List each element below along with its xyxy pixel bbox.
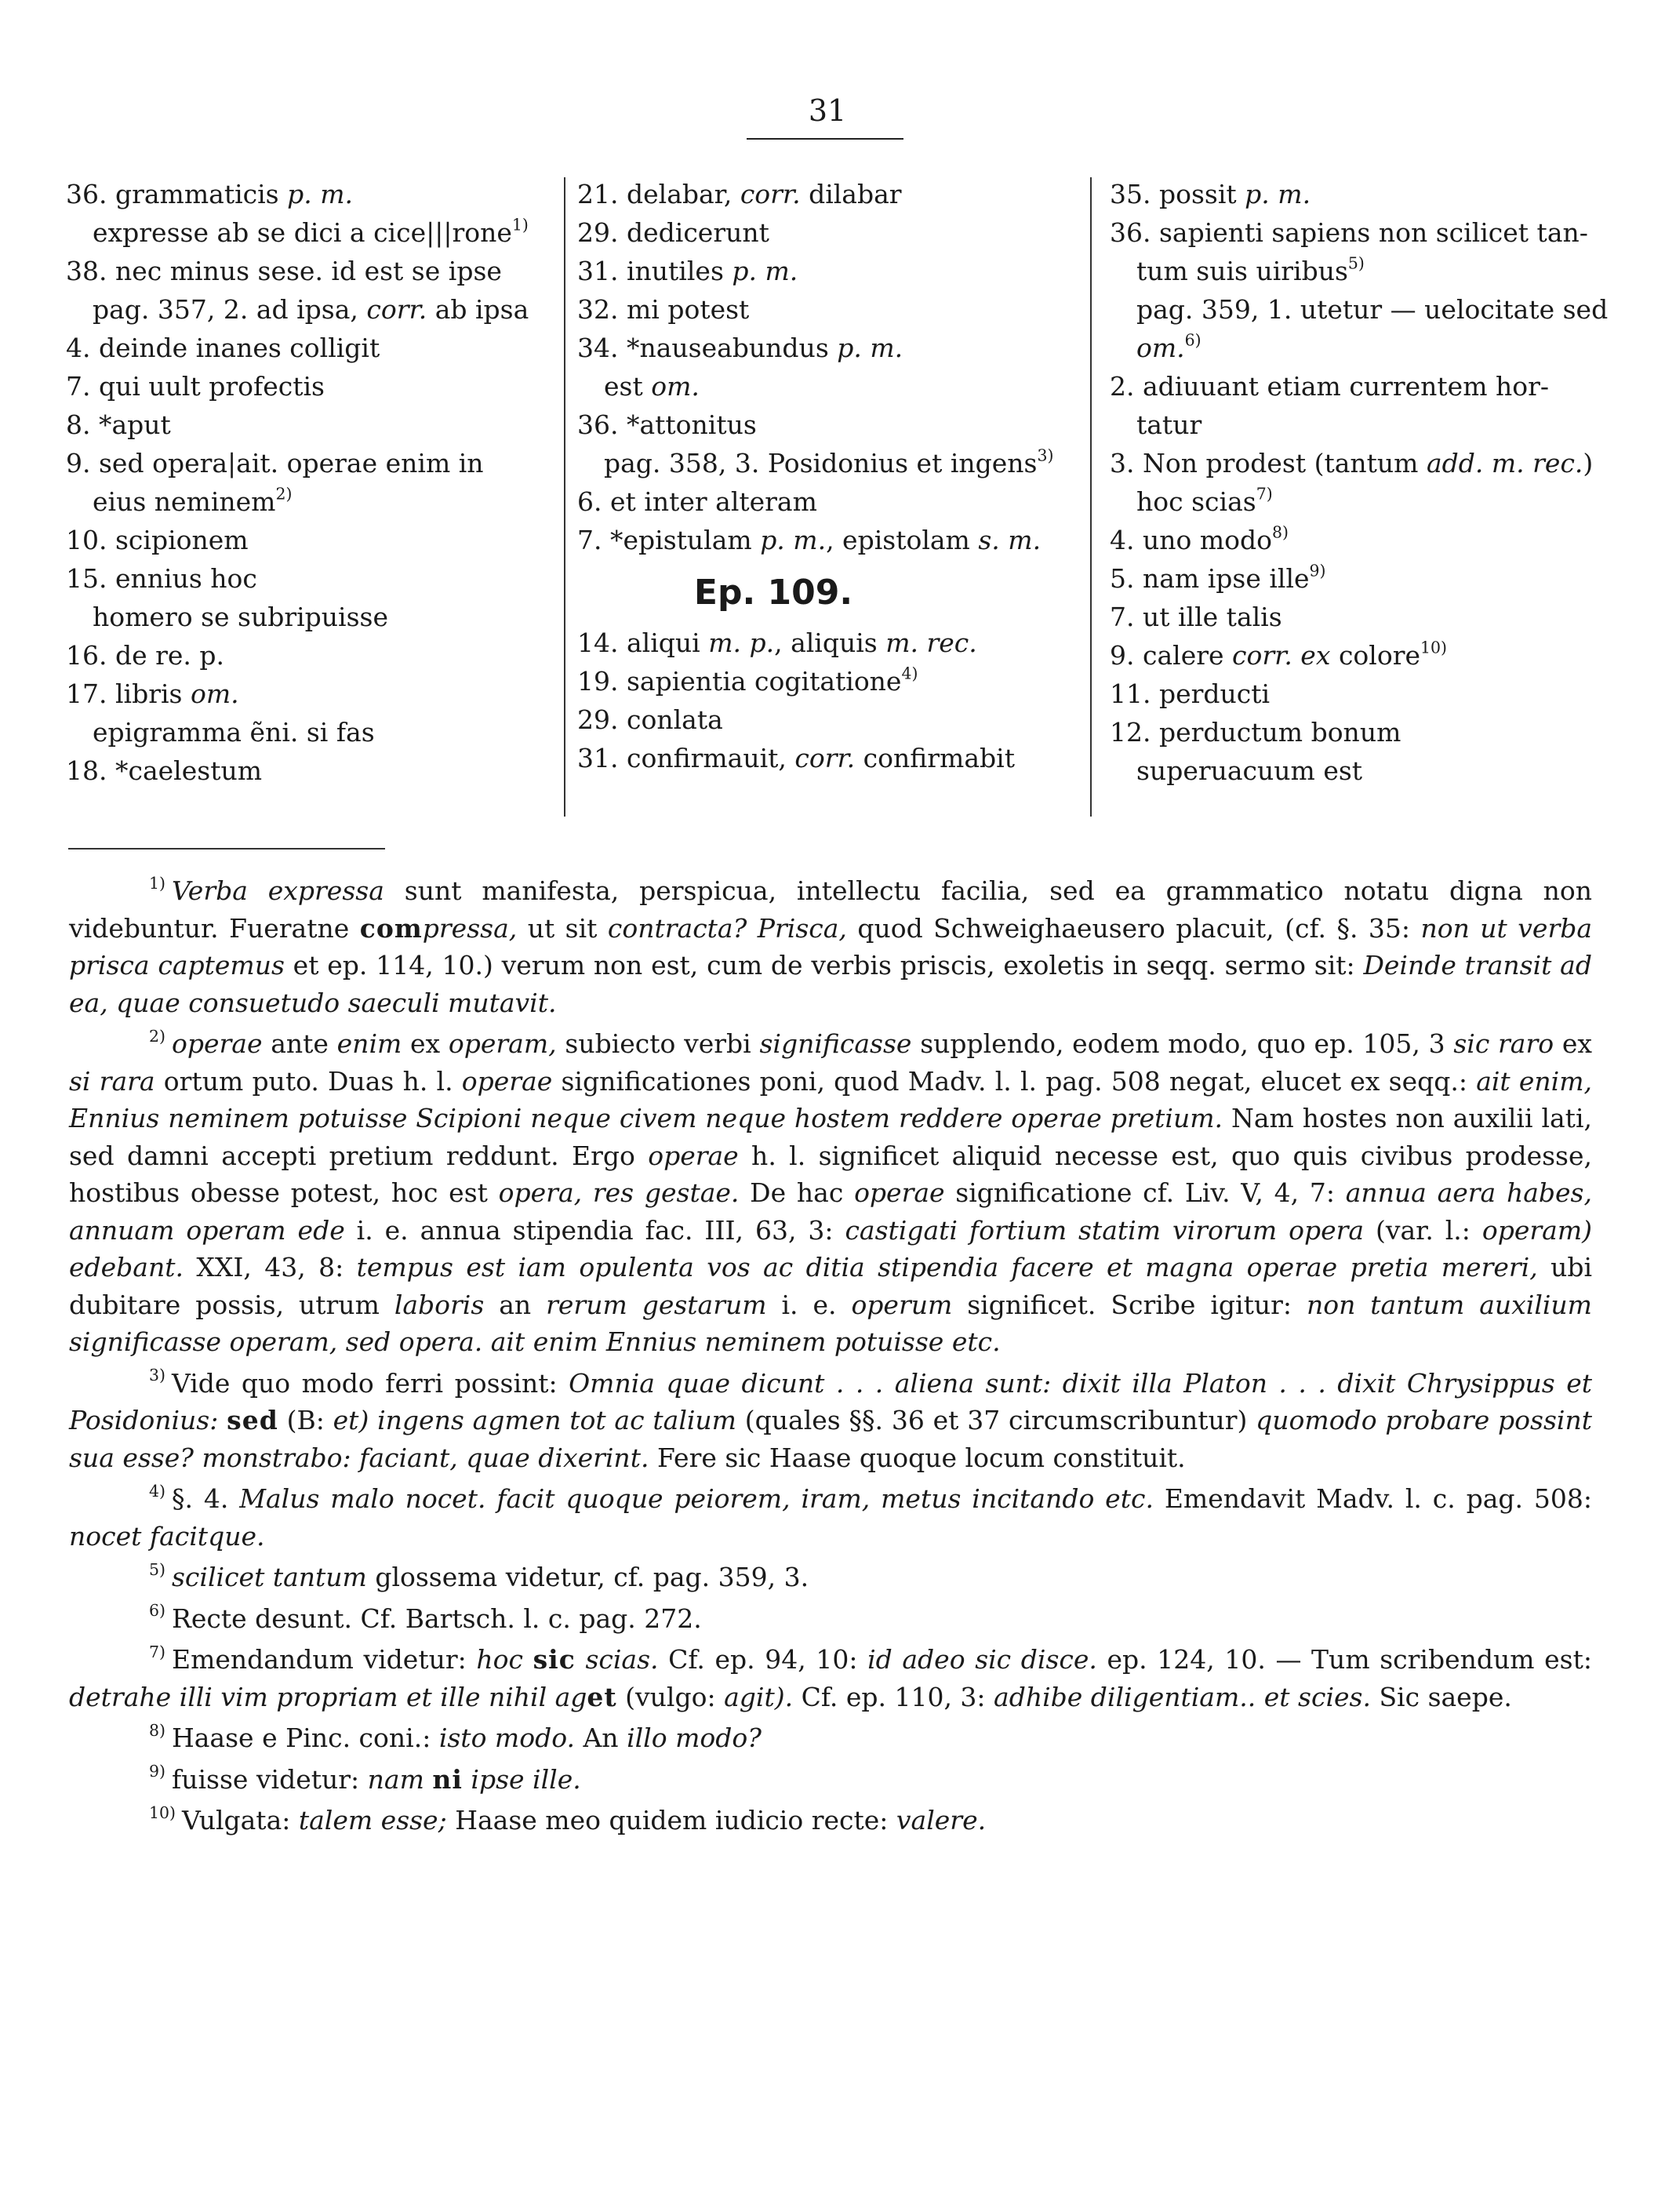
- footnote-text: an: [484, 1289, 547, 1320]
- apparatus-line: [1110, 675, 1612, 713]
- footnote-italic: rerum gestarum: [546, 1289, 767, 1320]
- apparatus-line: [66, 329, 536, 367]
- line-siglum: p. m.: [1245, 179, 1311, 209]
- footnote-text: significet. Scribe igitur:: [952, 1289, 1307, 1320]
- footnote-italic: talem esse;: [298, 1805, 447, 1835]
- line-text: et inter alteram: [610, 486, 817, 517]
- footnote-italic: Deinde transit ad ea, quae consuetudo saeculi mutavit.: [69, 950, 1592, 1018]
- footnote-ref-wrap: [1348, 254, 1365, 273]
- footnote-italic: isto modo.: [438, 1723, 575, 1753]
- footnote-ref: 2): [275, 484, 293, 504]
- footnote-text: et ep. 114, 10.) verum non est, cum de verbis priscis, exoletis in seqq. sermo sit:: [284, 950, 1364, 980]
- line-number: 29.: [577, 217, 619, 248]
- footnote-italic: significasse: [759, 1028, 912, 1059]
- line-text: epigramma ẽni. si fas: [93, 717, 375, 748]
- line-number: 11.: [1110, 679, 1151, 709]
- page-number: 31: [808, 93, 847, 128]
- line-number: 34.: [577, 333, 619, 363]
- apparatus-line: [577, 213, 1075, 252]
- line-text: qui uult profectis: [99, 371, 325, 402]
- line-number: 2.: [1110, 371, 1135, 402]
- footnote-italic: illo modo?: [627, 1723, 762, 1753]
- apparatus-line: [66, 175, 536, 213]
- line-text: hoc scias: [1136, 486, 1256, 517]
- footnote-italic: laboris: [394, 1289, 485, 1320]
- footnote-mark: 2): [149, 1026, 165, 1046]
- footnote-mark: 5): [149, 1559, 165, 1579]
- apparatus-column-3: [1110, 175, 1612, 790]
- apparatus-line: [1110, 751, 1612, 790]
- footnote-ref-wrap: [1256, 485, 1273, 504]
- apparatus-line: [66, 290, 536, 329]
- line-text: homero se subripuisse: [93, 602, 389, 632]
- line-text: confirmabit: [863, 743, 1015, 773]
- footnote-text: [576, 1644, 586, 1675]
- footnote-italic: operum: [851, 1289, 953, 1320]
- apparatus-line: [1110, 252, 1612, 290]
- footnote-italic: adhibe diligentiam.. et scies.: [994, 1681, 1371, 1712]
- footnote-ref: 7): [1256, 484, 1273, 504]
- apparatus-line: [577, 624, 1075, 662]
- line-text: pag. 357, 2. ad ipsa,: [93, 294, 358, 325]
- footnote-mark: 4): [149, 1481, 165, 1501]
- footnote-italic: operam,: [448, 1028, 557, 1059]
- footnote-italic: si rara: [69, 1065, 155, 1097]
- footnote-text: i. e. annua stipendia fac. III, 63, 3:: [344, 1214, 845, 1246]
- footnote-ref: 4): [901, 664, 918, 683]
- apparatus-line: [577, 252, 1075, 290]
- line-siglum: om.: [651, 371, 700, 402]
- line-text: de re. p.: [115, 640, 225, 671]
- apparatus-line: [66, 444, 536, 482]
- footnote: [69, 872, 1592, 1021]
- apparatus-column-2: [577, 175, 1075, 777]
- line-text: tum suis uiribus: [1136, 256, 1348, 286]
- footnote-italic: Verba expressa: [171, 875, 384, 906]
- footnote-text: [463, 1764, 471, 1795]
- apparatus-column-2-bottom: [577, 624, 1075, 777]
- apparatus-line: [1110, 521, 1612, 559]
- line-text: est: [604, 371, 643, 402]
- footnote-italic: et) ingens agmen tot ac talium: [333, 1405, 736, 1435]
- line-siglum: m. p.: [708, 628, 775, 658]
- footnote-text: Fere sic Haase quoque locum constituit.: [649, 1442, 1186, 1473]
- line-number: 7.: [1110, 602, 1135, 632]
- footnote-ref: 1): [511, 215, 529, 235]
- line-siglum: s. m.: [978, 525, 1042, 555]
- line-number: 10.: [66, 525, 107, 555]
- line-text: tatur: [1136, 409, 1202, 440]
- line-text: possit: [1158, 179, 1237, 209]
- footnote-italic: Omnia quae dicunt . . . aliena sunt: dixit illa Platon . . . dixit Chrysippus et Posidonius:: [69, 1367, 1592, 1435]
- line-text: nec minus sese. id est se ipse: [115, 256, 502, 286]
- line-text: nam ipse ille: [1143, 563, 1310, 594]
- apparatus-line: [577, 700, 1075, 739]
- apparatus-line: [1110, 367, 1612, 406]
- footnote-italic: operae: [171, 1028, 263, 1059]
- apparatus-line: [577, 521, 1075, 559]
- footnote-italic: non ut verba prisca captemus: [69, 912, 1593, 980]
- footnote-text: i. e.: [766, 1289, 852, 1320]
- footnote-text: [523, 1644, 533, 1675]
- footnote: [69, 1365, 1592, 1477]
- line-text: , epistolam: [826, 525, 970, 555]
- line-text: *caelestum: [115, 755, 262, 786]
- footnote-italic: tempus est iam opulenta vos ac ditia stipendia facere et magna operae pretia mereri,: [356, 1252, 1538, 1282]
- line-text: deinde inanes colligit: [99, 333, 380, 363]
- footnote-text: §. 4.: [171, 1483, 240, 1514]
- line-siglum: p. m.: [732, 256, 798, 286]
- line-text: ut ille talis: [1143, 602, 1282, 632]
- line-siglum: om.: [1136, 333, 1185, 363]
- footnote-italic: operam) edebant.: [69, 1214, 1592, 1282]
- apparatus-line: [577, 482, 1075, 521]
- footnote-text: quod Schweighaeusero placuit, (cf. §. 35:: [846, 912, 1421, 944]
- footnote-text: (B:: [278, 1405, 333, 1435]
- footnote-text: [424, 1764, 433, 1795]
- footnote-ref-wrap: [1185, 331, 1201, 350]
- footnote-ref: 6): [1184, 330, 1201, 350]
- line-number: 15.: [66, 563, 107, 594]
- line-number: 31.: [577, 743, 619, 773]
- footnote: [69, 1719, 1592, 1757]
- footnote-ref: 3): [1037, 446, 1054, 465]
- line-text: scipionem: [115, 525, 249, 555]
- line-text: perducti: [1158, 679, 1271, 709]
- footnote-italic: Prisca,: [757, 912, 847, 944]
- footnote-text: ep. 124, 10. — Tum scribendum est:: [1096, 1644, 1592, 1675]
- line-number: 32.: [577, 294, 619, 325]
- line-siglum: corr.: [740, 179, 801, 209]
- line-text: *aput: [99, 409, 171, 440]
- footnote-text: De hac: [739, 1177, 855, 1208]
- line-number: 29.: [577, 704, 619, 735]
- footnotes: [69, 872, 1592, 1839]
- footnote-text: ortum puto. Duas h. l.: [155, 1065, 462, 1097]
- footnote-mark: 10): [149, 1803, 176, 1822]
- apparatus-line: [1110, 175, 1612, 213]
- apparatus-line: [1110, 290, 1612, 329]
- apparatus-line: [1110, 636, 1612, 675]
- footnote-ref-wrap: [275, 485, 292, 504]
- line-text: sapientia cogitatione: [626, 666, 902, 697]
- apparatus-line: [1110, 482, 1612, 521]
- apparatus-line: [1110, 406, 1612, 444]
- footnote-text: ex: [1554, 1028, 1593, 1059]
- footnote-italic: quomodo probare possint sua esse? monstrabo: faciant, quae dixerint.: [69, 1405, 1592, 1473]
- apparatus-line: [1110, 713, 1612, 751]
- footnote-italic: scilicet tantum: [171, 1562, 367, 1592]
- footnote-text: Emendavit Madv. l. c. pag. 508:: [1153, 1483, 1592, 1514]
- footnote-mark: 6): [149, 1601, 165, 1621]
- footnote: [69, 1641, 1592, 1715]
- line-siglum: p. m.: [837, 333, 903, 363]
- footnote-text: Vulgata:: [181, 1805, 299, 1835]
- footnote: [69, 1600, 1592, 1638]
- apparatus-line: [66, 751, 536, 790]
- line-text: superuacuum est: [1136, 755, 1363, 786]
- footnote-text: An: [574, 1723, 627, 1753]
- line-number: 36.: [577, 409, 619, 440]
- apparatus-line: [1110, 213, 1612, 252]
- line-text: ennius hoc: [115, 563, 257, 594]
- apparatus-line: [66, 367, 536, 406]
- apparatus-line: [66, 636, 536, 675]
- apparatus-line: [577, 329, 1075, 367]
- footnote-text: [218, 1405, 227, 1435]
- footnote-text: significationes poni, quod Madv. l. l. pag. 508 negat, elucet ex seqq.:: [552, 1065, 1477, 1097]
- footnote-text: Vide quo modo ferri possint:: [171, 1367, 569, 1399]
- line-number: 9.: [66, 448, 91, 478]
- line-text: confirmauit,: [626, 743, 787, 773]
- footnote-italic: scias.: [585, 1644, 659, 1675]
- footnote-italic: nam: [367, 1763, 424, 1795]
- apparatus-line: [577, 739, 1075, 777]
- apparatus-line: [1110, 444, 1612, 482]
- footnote-text: Sic saepe.: [1370, 1681, 1512, 1712]
- line-text: *nauseabundus: [626, 333, 829, 363]
- apparatus-line: [1110, 329, 1612, 367]
- line-text: *epistulam: [610, 525, 752, 555]
- footnote-text: significatione cf. Liv. V, 4, 7:: [944, 1177, 1346, 1208]
- apparatus-line: [66, 213, 536, 252]
- line-number: 36.: [1110, 217, 1151, 248]
- line-number: 17.: [66, 679, 107, 709]
- footnote-emphasis: ni: [432, 1763, 463, 1795]
- footnote-italic: agit).: [724, 1681, 794, 1712]
- line-number: 7.: [577, 525, 602, 555]
- footnote-italic: nocet facitque.: [69, 1520, 265, 1552]
- line-text: libris: [115, 679, 183, 709]
- footnote-italic: operae: [648, 1140, 739, 1171]
- footnote-text: Emendandum videtur:: [171, 1644, 477, 1675]
- line-text: dilabar: [809, 179, 902, 209]
- line-number: 35.: [1110, 179, 1151, 209]
- apparatus-line: [66, 598, 536, 636]
- line-number: 21.: [577, 179, 619, 209]
- line-text: mi potest: [626, 294, 750, 325]
- footnote: [69, 1802, 1592, 1839]
- footnote-italic: contracta?: [607, 912, 747, 944]
- footnote-text: supplendo, eodem modo, quo ep. 105, 3: [911, 1028, 1454, 1059]
- line-number: 36.: [66, 179, 107, 209]
- footnote-ref-wrap: [1272, 523, 1289, 542]
- footnote-text: Cf. ep. 94, 10:: [658, 1644, 868, 1675]
- footnote-text: ex: [402, 1028, 449, 1059]
- apparatus-line: [66, 406, 536, 444]
- line-number: 9.: [1110, 640, 1135, 671]
- line-text: sapienti sapiens non scilicet tan-: [1158, 217, 1588, 248]
- line-text: colore: [1338, 640, 1421, 671]
- footnote-italic: operae: [461, 1065, 553, 1097]
- footnote-separator: [68, 848, 385, 850]
- line-siglum: p. m.: [760, 525, 827, 555]
- footnote-text: [747, 913, 757, 944]
- footnote-ref-wrap: [512, 216, 529, 235]
- column-divider: [564, 177, 565, 817]
- footnote-ref-wrap: [1310, 562, 1326, 580]
- apparatus-column-1: [66, 175, 536, 790]
- line-text: pag. 359, 1. utetur — uelocitate sed: [1136, 294, 1609, 325]
- apparatus-line: [66, 521, 536, 559]
- line-text: ): [1583, 448, 1594, 478]
- line-number: 14.: [577, 628, 619, 658]
- line-text: inutiles: [626, 256, 724, 286]
- footnote-text: ante: [262, 1028, 337, 1059]
- line-text: *attonitus: [626, 409, 757, 440]
- footnote-ref-wrap: [1420, 638, 1447, 657]
- footnote-ref-wrap: [901, 664, 918, 683]
- line-text: adiuuant etiam currentem hor-: [1143, 371, 1550, 402]
- line-siglum: corr.: [366, 294, 427, 325]
- page-number-rule: [747, 138, 903, 140]
- footnote-italic: Malus malo nocet. facit quoque peiorem, iram, metus incitando etc.: [239, 1483, 1154, 1514]
- line-number: 19.: [577, 666, 619, 697]
- apparatus-line: [66, 482, 536, 521]
- line-number: 3.: [1110, 448, 1135, 478]
- apparatus-line: [577, 662, 1075, 700]
- footnote-mark: 3): [149, 1366, 165, 1385]
- apparatus-line: [1110, 598, 1612, 636]
- footnote-italic: valere.: [896, 1805, 987, 1835]
- footnote-mark: 1): [149, 873, 165, 893]
- footnote-italic: sic raro: [1453, 1028, 1554, 1059]
- apparatus-line: [66, 713, 536, 751]
- line-text: , aliquis: [774, 628, 878, 658]
- line-number: 8.: [66, 409, 91, 440]
- line-number: 7.: [66, 371, 91, 402]
- footnote-italic: pressa,: [422, 912, 518, 944]
- footnote: [69, 1559, 1592, 1596]
- line-number: 12.: [1110, 717, 1151, 748]
- line-number: 6.: [577, 486, 602, 517]
- line-text: perductum bonum: [1158, 717, 1401, 748]
- footnote-text: sunt manifesta, perspicua, intellectu facilia, sed ea grammatico notatu digna non videbuntur. Fueratne: [69, 875, 1592, 944]
- footnote-text: (vulgo:: [616, 1681, 725, 1712]
- footnote-text: glossema videtur, cf. pag. 359, 3.: [366, 1562, 809, 1592]
- footnote-ref-wrap: [1037, 446, 1053, 465]
- footnote-italic: operae: [854, 1177, 945, 1208]
- line-text: delabar,: [626, 179, 733, 209]
- column-divider: [1090, 177, 1092, 817]
- line-number: 38.: [66, 256, 107, 286]
- apparatus-line: [66, 675, 536, 713]
- line-text: Non prodest (tantum: [1143, 448, 1419, 478]
- footnote-italic: id adeo sic disce.: [867, 1644, 1097, 1675]
- apparatus-line: [66, 252, 536, 290]
- footnote-text: ut sit: [517, 912, 608, 944]
- line-text: sed opera|ait. operae enim in: [99, 448, 484, 478]
- footnote-emphasis: sed: [227, 1405, 278, 1435]
- footnote-text: Recte desunt. Cf. Bartsch. l. c. pag. 272.: [171, 1603, 702, 1634]
- apparatus-line: [66, 559, 536, 598]
- footnote-text: h. l. significet aliquid necesse est, quo quis civibus prodesse, hostibus obesse potest, hoc est: [69, 1140, 1592, 1208]
- footnote-emphasis: com: [359, 912, 423, 944]
- apparatus-line: [577, 444, 1075, 482]
- footnote-text: XXI, 43, 8:: [184, 1252, 357, 1282]
- footnote-emphasis: et: [587, 1681, 617, 1712]
- footnote: [69, 1480, 1592, 1555]
- footnote-italic: enim: [336, 1028, 402, 1059]
- footnote-text: Haase meo quidem iudicio recte:: [446, 1805, 896, 1835]
- line-text: conlata: [626, 704, 723, 735]
- footnote-text: (quales §§. 36 et 37 circumscribuntur): [736, 1405, 1256, 1435]
- footnote-mark: 7): [149, 1642, 165, 1661]
- apparatus-line: [577, 406, 1075, 444]
- line-text: pag. 358, 3. Posidonius et ingens: [604, 448, 1038, 478]
- footnote-ref: 10): [1420, 638, 1448, 657]
- line-number: 16.: [66, 640, 107, 671]
- line-text: dedicerunt: [626, 217, 769, 248]
- footnote-italic: annua aera habes, annuam operam ede: [69, 1177, 1592, 1246]
- line-text: grammaticis: [115, 179, 279, 209]
- footnote-ref: 8): [1272, 522, 1289, 542]
- line-siglum: m. rec.: [885, 628, 977, 658]
- footnote-italic: hoc: [476, 1644, 523, 1675]
- epistle-heading: Ep. 109.: [693, 573, 853, 613]
- apparatus-line: [577, 367, 1075, 406]
- footnote-text: subiecto verbi: [556, 1028, 760, 1059]
- line-siglum: add. m. rec.: [1426, 448, 1583, 478]
- footnote-text: (var. l.:: [1364, 1214, 1482, 1246]
- footnote-italic: non tantum auxilium significasse operam, sed opera. ait enim Ennius neminem potuisse etc.: [69, 1289, 1592, 1357]
- apparatus-column-2-top: [577, 175, 1075, 559]
- footnote-emphasis: sic: [533, 1644, 576, 1675]
- line-siglum: corr. ex: [1232, 640, 1331, 671]
- line-number: 5.: [1110, 563, 1135, 594]
- footnote-mark: 8): [149, 1720, 165, 1740]
- footnote-text: fuisse videtur:: [171, 1763, 368, 1795]
- line-number: 4.: [1110, 525, 1135, 555]
- footnote-text: Nam hostes non auxilii lati, sed damni accepti pretium reddunt. Ergo: [69, 1103, 1592, 1171]
- line-text: uno modo: [1143, 525, 1273, 555]
- footnote-italic: opera, res gestae.: [498, 1177, 740, 1208]
- footnote-text: Haase e Pinc. coni.:: [171, 1723, 439, 1753]
- apparatus-line: [1110, 559, 1612, 598]
- footnote: [69, 1025, 1592, 1361]
- apparatus-line: [577, 175, 1075, 213]
- footnote-ref: 9): [1309, 561, 1326, 580]
- footnote: [69, 1761, 1592, 1799]
- line-number: 31.: [577, 256, 619, 286]
- line-number: 4.: [66, 333, 91, 363]
- line-text: calere: [1143, 640, 1224, 671]
- footnote-italic: detrahe illi vim propriam et ille nihil ag: [69, 1681, 587, 1712]
- footnote-text: Cf. ep. 110, 3:: [793, 1681, 994, 1712]
- line-number: 18.: [66, 755, 107, 786]
- line-text: ab ipsa: [434, 294, 529, 325]
- line-text: eius neminem: [93, 486, 276, 517]
- footnote-italic: ipse ille.: [471, 1763, 581, 1795]
- apparatus-line: [577, 290, 1075, 329]
- footnote-italic: ait enim, Ennius neminem potuisse Scipioni neque civem neque hostem reddere operae pretium.: [69, 1065, 1592, 1133]
- line-text: aliqui: [626, 628, 700, 658]
- line-siglum: corr.: [794, 743, 856, 773]
- line-siglum: om.: [190, 679, 239, 709]
- line-siglum: p. m.: [287, 179, 353, 209]
- line-text: expresse ab se dici a cice|||rone: [93, 217, 512, 248]
- footnote-mark: 9): [149, 1762, 165, 1781]
- footnote-text: ubi dubitare possis, utrum: [69, 1252, 1593, 1320]
- footnote-italic: castigati fortium statim virorum opera: [845, 1214, 1365, 1246]
- footnote-ref: 5): [1347, 253, 1365, 273]
